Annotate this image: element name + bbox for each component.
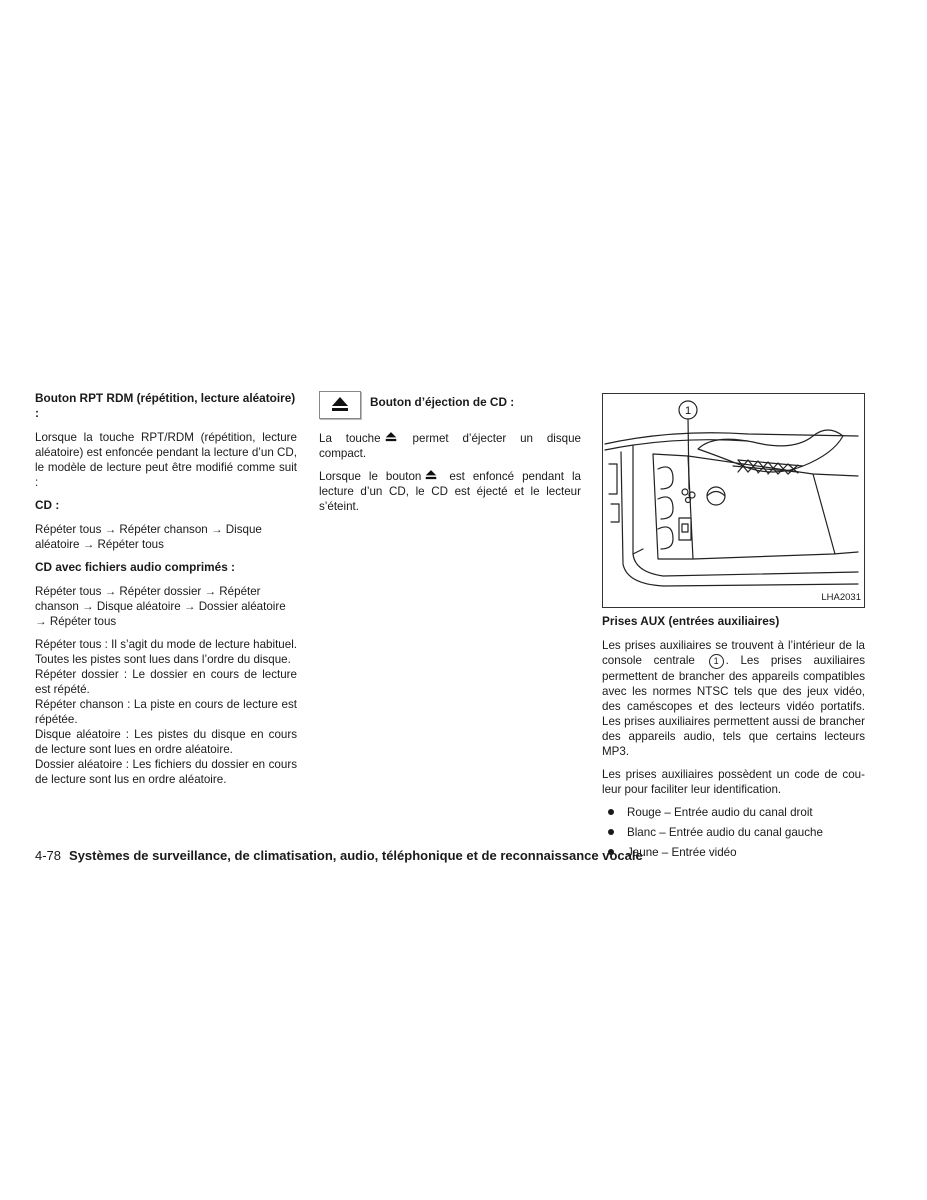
figure-callout-1: 1 [684, 405, 692, 417]
eject-paragraph-2 [319, 469, 581, 514]
eject-icon [425, 469, 437, 481]
aux-paragraph-2: Les prises auxiliaires possèdent un code de couleur pour faciliter leur identification. [602, 768, 865, 796]
rpt-rdm-text: Lorsque la touche RPT/RDM (répétition, lecture aléatoire) est enfoncée pendant la lecture d’un CD, le modèle de lecture peut être modifié comme suit : [35, 431, 297, 489]
column-left [35, 391, 297, 787]
aux-jack-figure [602, 393, 865, 608]
aux-p1-end: . Les prises auxiliaires permettent de brancher des appareils compatibles avec les normes NTSC tels que des jeux vidéo, des caméscopes et des lecteurs vidéo portatifs. Les prises auxiliaires permettent aussi de brancher des appareils audio, tels que certains lecteurs MP3. [602, 654, 865, 758]
rpt-rdm-heading: Bouton RPT RDM (répétition, lecture aléatoire) : [35, 391, 296, 420]
list-item [602, 825, 865, 840]
eject-icon [332, 397, 348, 412]
aux-paragraph-1 [602, 638, 865, 759]
eject-p2-end: est enfoncé pendant la lecture d’un CD, le CD est éjecté et le lecteur s’éteint. [319, 470, 582, 513]
cd-heading: CD : [35, 498, 60, 512]
definition-repeat-song: Répéter chanson : La piste en cours de lecture est répétée. [35, 698, 297, 726]
compressed-audio-sequence: Répéter tous → Répéter dossier → Répéter chanson → Disque aléatoire → Dossier aléatoire → Répéter tous [35, 585, 286, 628]
callout-1-badge: 1 [709, 654, 724, 669]
eject-heading: Bouton d’éjection de CD : [370, 395, 515, 409]
definition-folder-random: Dossier aléatoire : Les fichiers du dossier en cours de lecture sont lus en ordre aléatoire. [35, 758, 297, 786]
aux-heading: Prises AUX (entrées auxiliaires) [602, 614, 780, 628]
definition-disc-random: Disque aléatoire : Les pistes du disque en cours de lecture sont lues en ordre aléatoire. [35, 728, 297, 756]
bullet-icon [608, 829, 614, 835]
column-right [602, 393, 865, 865]
definition-repeat-folder: Répéter dossier : Le dossier en cours de lecture est répété. [35, 668, 297, 696]
definition-repeat-all: Répéter tous : Il s’agit du mode de lecture habituel. Toutes les pistes sont lues dans l’ordre du disque. [35, 638, 297, 666]
page-footer [35, 848, 643, 863]
list-item-text: Blanc – Entrée audio du canal gauche [627, 826, 823, 839]
eject-button-illustration [319, 391, 361, 419]
page-number: 4-78 [35, 848, 62, 863]
cd-sequence: Répéter tous → Répéter chanson → Disque aléatoire → Répéter tous [35, 523, 262, 551]
list-item-text: Rouge – Entrée audio du canal droit [627, 806, 813, 819]
chapter-title: Systèmes de surveillance, de climatisation, audio, téléphonique et de reconnaissance vocale [69, 848, 643, 863]
eject-paragraph-1 [319, 431, 581, 461]
eject-p1-end: permet d’éjecter un disque compact. [319, 432, 581, 460]
eject-p2-start: Lorsque le bouton [319, 470, 422, 483]
column-middle [319, 391, 581, 522]
eject-icon [385, 431, 397, 443]
eject-heading-block [319, 391, 581, 419]
aux-p1-start: Les prises auxiliaires se trouvent à l’intérieur de la console centrale [602, 639, 865, 667]
list-item-text: Jaune – Entrée vidéo [627, 846, 737, 859]
list-item [602, 805, 865, 820]
bullet-icon [608, 809, 614, 815]
console-illustration [603, 394, 864, 607]
compressed-audio-heading: CD avec fichiers audio comprimés : [35, 560, 235, 574]
eject-p1-start: La touche [319, 432, 381, 445]
figure-code: LHA2031 [821, 592, 861, 603]
